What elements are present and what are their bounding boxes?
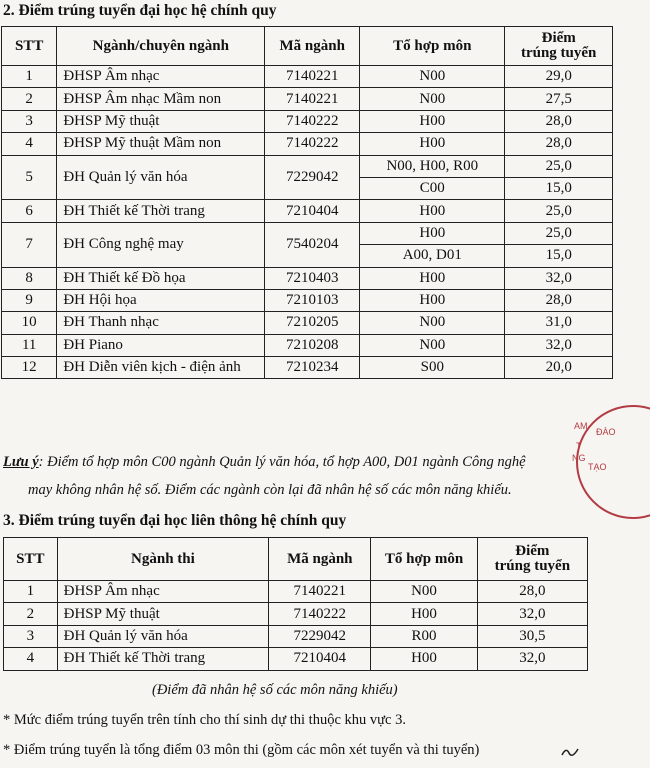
cell-code: 7140221 xyxy=(269,581,371,603)
stamp-text: AM xyxy=(574,421,588,431)
cell-score: 31,0 xyxy=(505,312,613,334)
cell-stt: 2 xyxy=(2,88,57,110)
col-header-stt: STT xyxy=(2,27,57,66)
cell-major: ĐH Piano xyxy=(57,334,265,356)
cell-combo: R00 xyxy=(371,625,477,647)
table-row xyxy=(2,110,613,132)
cell-score: 29,0 xyxy=(505,66,613,88)
footnote-2: * Điểm trúng tuyển là tổng điểm 03 môn thi (gồm các môn xét tuyển và thi tuyển) xyxy=(3,742,480,758)
cell-stt: 4 xyxy=(4,648,58,670)
cell-combo: S00 xyxy=(360,357,505,379)
cell-combo: N00 xyxy=(360,88,505,110)
cell-major: ĐHSP Mỹ thuật xyxy=(57,603,269,625)
cell-score: 28,0 xyxy=(477,581,587,603)
note-text-1: : Điểm tổ hợp môn C00 ngành Quản lý văn hóa, tổ hợp A00, D01 ngành Công nghệ xyxy=(38,454,526,470)
cell-stt: 9 xyxy=(2,289,57,311)
cell-major: ĐHSP Mỹ thuật Mầm non xyxy=(57,133,265,155)
table-row xyxy=(4,603,588,625)
cell-score: 30,5 xyxy=(477,625,587,647)
cell-major: ĐHSP Mỹ thuật xyxy=(57,110,265,132)
table-caption: (Điểm đã nhân hệ số các môn năng khiếu) xyxy=(152,682,398,698)
cell-stt: 1 xyxy=(2,66,57,88)
cell-major: ĐHSP Âm nhạc xyxy=(57,66,265,88)
cell-score: 25,0 xyxy=(505,155,613,177)
cell-combo: H00 xyxy=(360,133,505,155)
table-row xyxy=(2,222,613,244)
cell-code: 7140222 xyxy=(269,603,371,625)
cell-code: 7540204 xyxy=(265,222,360,267)
cell-combo: H00 xyxy=(360,267,505,289)
stamp-text: TẠO xyxy=(588,462,607,472)
cell-major: ĐH Hội họa xyxy=(57,289,265,311)
section-2-title: 2. Điểm trúng tuyển đại học hệ chính quy xyxy=(3,2,277,19)
score-header-line2: trúng tuyển xyxy=(520,45,597,61)
cell-combo: H00 xyxy=(360,110,505,132)
cell-code: 7229042 xyxy=(265,155,360,200)
transfer-admission-table xyxy=(3,537,588,671)
cell-major: ĐH Quản lý văn hóa xyxy=(57,155,265,200)
cell-major: ĐH Quản lý văn hóa xyxy=(57,625,269,647)
cell-score: 25,0 xyxy=(505,200,613,222)
cell-stt: 3 xyxy=(2,110,57,132)
score-header-line1: Điểm xyxy=(515,543,550,559)
cell-code: 7140222 xyxy=(265,133,360,155)
table-row xyxy=(4,648,588,670)
cell-major: ĐH Diễn viên kịch - điện ảnh xyxy=(57,357,265,379)
col-header-code: Mã ngành xyxy=(269,538,371,581)
cell-score: 28,0 xyxy=(505,289,613,311)
col-header-score xyxy=(505,27,613,66)
stamp-text: ĐÀO xyxy=(596,427,616,437)
cell-combo: H00 xyxy=(360,200,505,222)
cell-combo: H00 xyxy=(360,289,505,311)
cell-stt: 7 xyxy=(2,222,57,267)
cell-code: 7210103 xyxy=(265,289,360,311)
section-3-title: 3. Điểm trúng tuyển đại học liên thông hệ chính quy xyxy=(3,512,347,529)
table-row xyxy=(2,289,613,311)
cell-major: ĐH Thiết kế Đồ họa xyxy=(57,267,265,289)
cell-stt: 12 xyxy=(2,357,57,379)
col-header-major: Ngành thi xyxy=(57,538,269,581)
footnote-1: * Mức điểm trúng tuyển trên tính cho thí sinh dự thi thuộc khu vực 3. xyxy=(3,712,406,728)
score-header-line1: Điểm xyxy=(541,30,576,46)
official-stamp xyxy=(572,405,650,519)
cell-code: 7210404 xyxy=(269,648,371,670)
table-row xyxy=(2,267,613,289)
cell-combo: C00 xyxy=(360,177,505,199)
cell-stt: 10 xyxy=(2,312,57,334)
table-row xyxy=(2,88,613,110)
cell-combo: H00 xyxy=(371,648,477,670)
cell-code: 7140221 xyxy=(265,66,360,88)
cell-major: ĐHSP Âm nhạc xyxy=(57,581,269,603)
cell-score: 28,0 xyxy=(505,110,613,132)
cell-combo: N00 xyxy=(360,66,505,88)
note-label: Lưu ý xyxy=(3,454,39,470)
col-header-score xyxy=(477,538,587,581)
cell-code: 7210208 xyxy=(265,334,360,356)
cell-score: 20,0 xyxy=(505,357,613,379)
cell-code: 7229042 xyxy=(269,625,371,647)
note-line-2: may không nhân hệ số. Điểm các ngành còn lại đã nhân hệ số các môn năng khiếu. xyxy=(28,482,512,498)
cell-code: 7210234 xyxy=(265,357,360,379)
cell-score: 25,0 xyxy=(505,222,613,244)
signature-mark xyxy=(560,745,580,759)
cell-code: 7210404 xyxy=(265,200,360,222)
col-header-major: Ngành/chuyên ngành xyxy=(57,27,265,66)
score-header-line2: trúng tuyển xyxy=(494,558,571,574)
cell-major: ĐHSP Âm nhạc Mầm non xyxy=(57,88,265,110)
table-row xyxy=(2,334,613,356)
stamp-text: NG xyxy=(572,453,586,463)
cell-code: 7210205 xyxy=(265,312,360,334)
cell-major: ĐH Thiết kế Thời trang xyxy=(57,648,269,670)
cell-stt: 6 xyxy=(2,200,57,222)
cell-score: 32,0 xyxy=(505,267,613,289)
table-row xyxy=(2,155,613,177)
cell-combo: N00 xyxy=(360,312,505,334)
col-header-stt: STT xyxy=(4,538,58,581)
cell-major: ĐH Thiết kế Thời trang xyxy=(57,200,265,222)
regular-admission-table xyxy=(1,26,613,379)
cell-combo: N00 xyxy=(371,581,477,603)
cell-score: 32,0 xyxy=(477,603,587,625)
cell-score: 15,0 xyxy=(505,245,613,267)
note-line-1 xyxy=(3,454,526,471)
cell-major: ĐH Thanh nhạc xyxy=(57,312,265,334)
cell-code: 7210403 xyxy=(265,267,360,289)
cell-stt: 5 xyxy=(2,155,57,200)
table-row xyxy=(2,200,613,222)
table-row xyxy=(4,581,588,603)
cell-combo: H00 xyxy=(371,603,477,625)
table-row xyxy=(2,357,613,379)
cell-score: 15,0 xyxy=(505,177,613,199)
cell-score: 27,5 xyxy=(505,88,613,110)
cell-score: 28,0 xyxy=(505,133,613,155)
col-header-code: Mã ngành xyxy=(265,27,360,66)
cell-stt: 11 xyxy=(2,334,57,356)
cell-combo: N00, H00, R00 xyxy=(360,155,505,177)
cell-stt: 8 xyxy=(2,267,57,289)
col-header-combo: Tổ hợp môn xyxy=(360,27,505,66)
cell-stt: 1 xyxy=(4,581,58,603)
table-row xyxy=(2,133,613,155)
stamp-text: T xyxy=(576,441,582,451)
cell-combo: N00 xyxy=(360,334,505,356)
table-row xyxy=(2,66,613,88)
cell-combo: H00 xyxy=(360,222,505,244)
cell-code: 7140221 xyxy=(265,88,360,110)
table-row xyxy=(4,625,588,647)
col-header-combo: Tổ hợp môn xyxy=(371,538,477,581)
cell-stt: 2 xyxy=(4,603,58,625)
table-row xyxy=(2,312,613,334)
cell-combo: A00, D01 xyxy=(360,245,505,267)
cell-code: 7140222 xyxy=(265,110,360,132)
cell-score: 32,0 xyxy=(477,648,587,670)
cell-stt: 4 xyxy=(2,133,57,155)
cell-score: 32,0 xyxy=(505,334,613,356)
cell-major: ĐH Công nghệ may xyxy=(57,222,265,267)
cell-stt: 3 xyxy=(4,625,58,647)
